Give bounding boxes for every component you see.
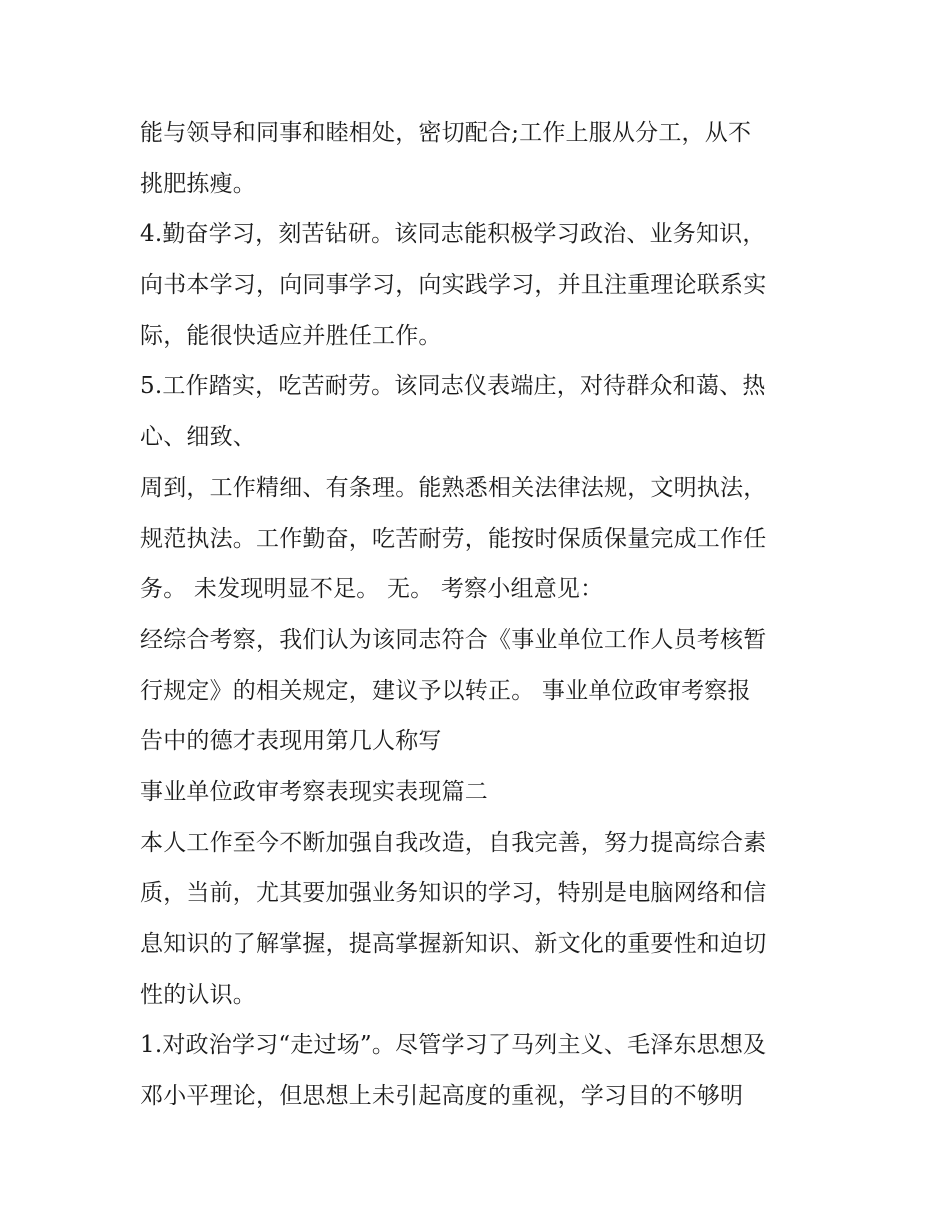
text-line: 周到，工作精细、有条理。能熟悉相关法律法规，文明执法， xyxy=(140,474,767,501)
text-line: 息知识的了解掌握，提高掌握新知识、新文化的重要性和迫切 xyxy=(140,931,767,957)
text-line: 规范执法。工作勤奋，吃苦耐劳，能按时保质保量完成工作任 xyxy=(140,525,767,552)
text-line: 1.对政治学习“走过场”。尽管学习了马列主义、毛泽东思想及 xyxy=(140,1032,767,1059)
text-line: 向书本学习，向同事学习，向实践学习，并且注重理论联系实 xyxy=(140,272,767,299)
text-line: 心、细致、 xyxy=(140,424,256,451)
text-line: 邓小平理论，但思想上未引起高度的重视，学习目的不够明 xyxy=(140,1083,744,1110)
text-line: 质，当前，尤其要加强业务知识的学习，特别是电脑网络和信 xyxy=(140,880,767,907)
text-line: 本人工作至今不断加强自我改造，自我完善，努力提高综合素 xyxy=(140,829,767,856)
text-line: 4.勤奋学习，刻苦钻研。该同志能积极学习政治、业务知识， xyxy=(140,221,766,248)
document-page xyxy=(140,108,820,1122)
text-line: 性的认识。 xyxy=(140,981,256,1008)
text-line: 告中的德才表现用第几人称写 xyxy=(140,728,442,755)
text-line: 务。 未发现明显不足。 无。 考察小组意见： xyxy=(140,576,604,603)
text-line: 际，能很快适应并胜任工作。 xyxy=(140,322,442,349)
text-line: 挑肥拣瘦。 xyxy=(140,170,256,197)
section-heading: 事业单位政审考察表现实表现篇二 xyxy=(140,778,488,805)
text-line: 经综合考察，我们认为该同志符合《事业单位工作人员考核暂 xyxy=(140,626,767,653)
text-line: 能与领导和同事和睦相处，密切配合;工作上服从分工，从不 xyxy=(140,120,752,146)
text-line: 5.工作踏实，吃苦耐劳。该同志仪表端庄，对待群众和蔼、热 xyxy=(140,373,766,400)
text-line: 行规定》的相关规定，建议予以转正。 事业单位政审考察报 xyxy=(140,677,751,704)
